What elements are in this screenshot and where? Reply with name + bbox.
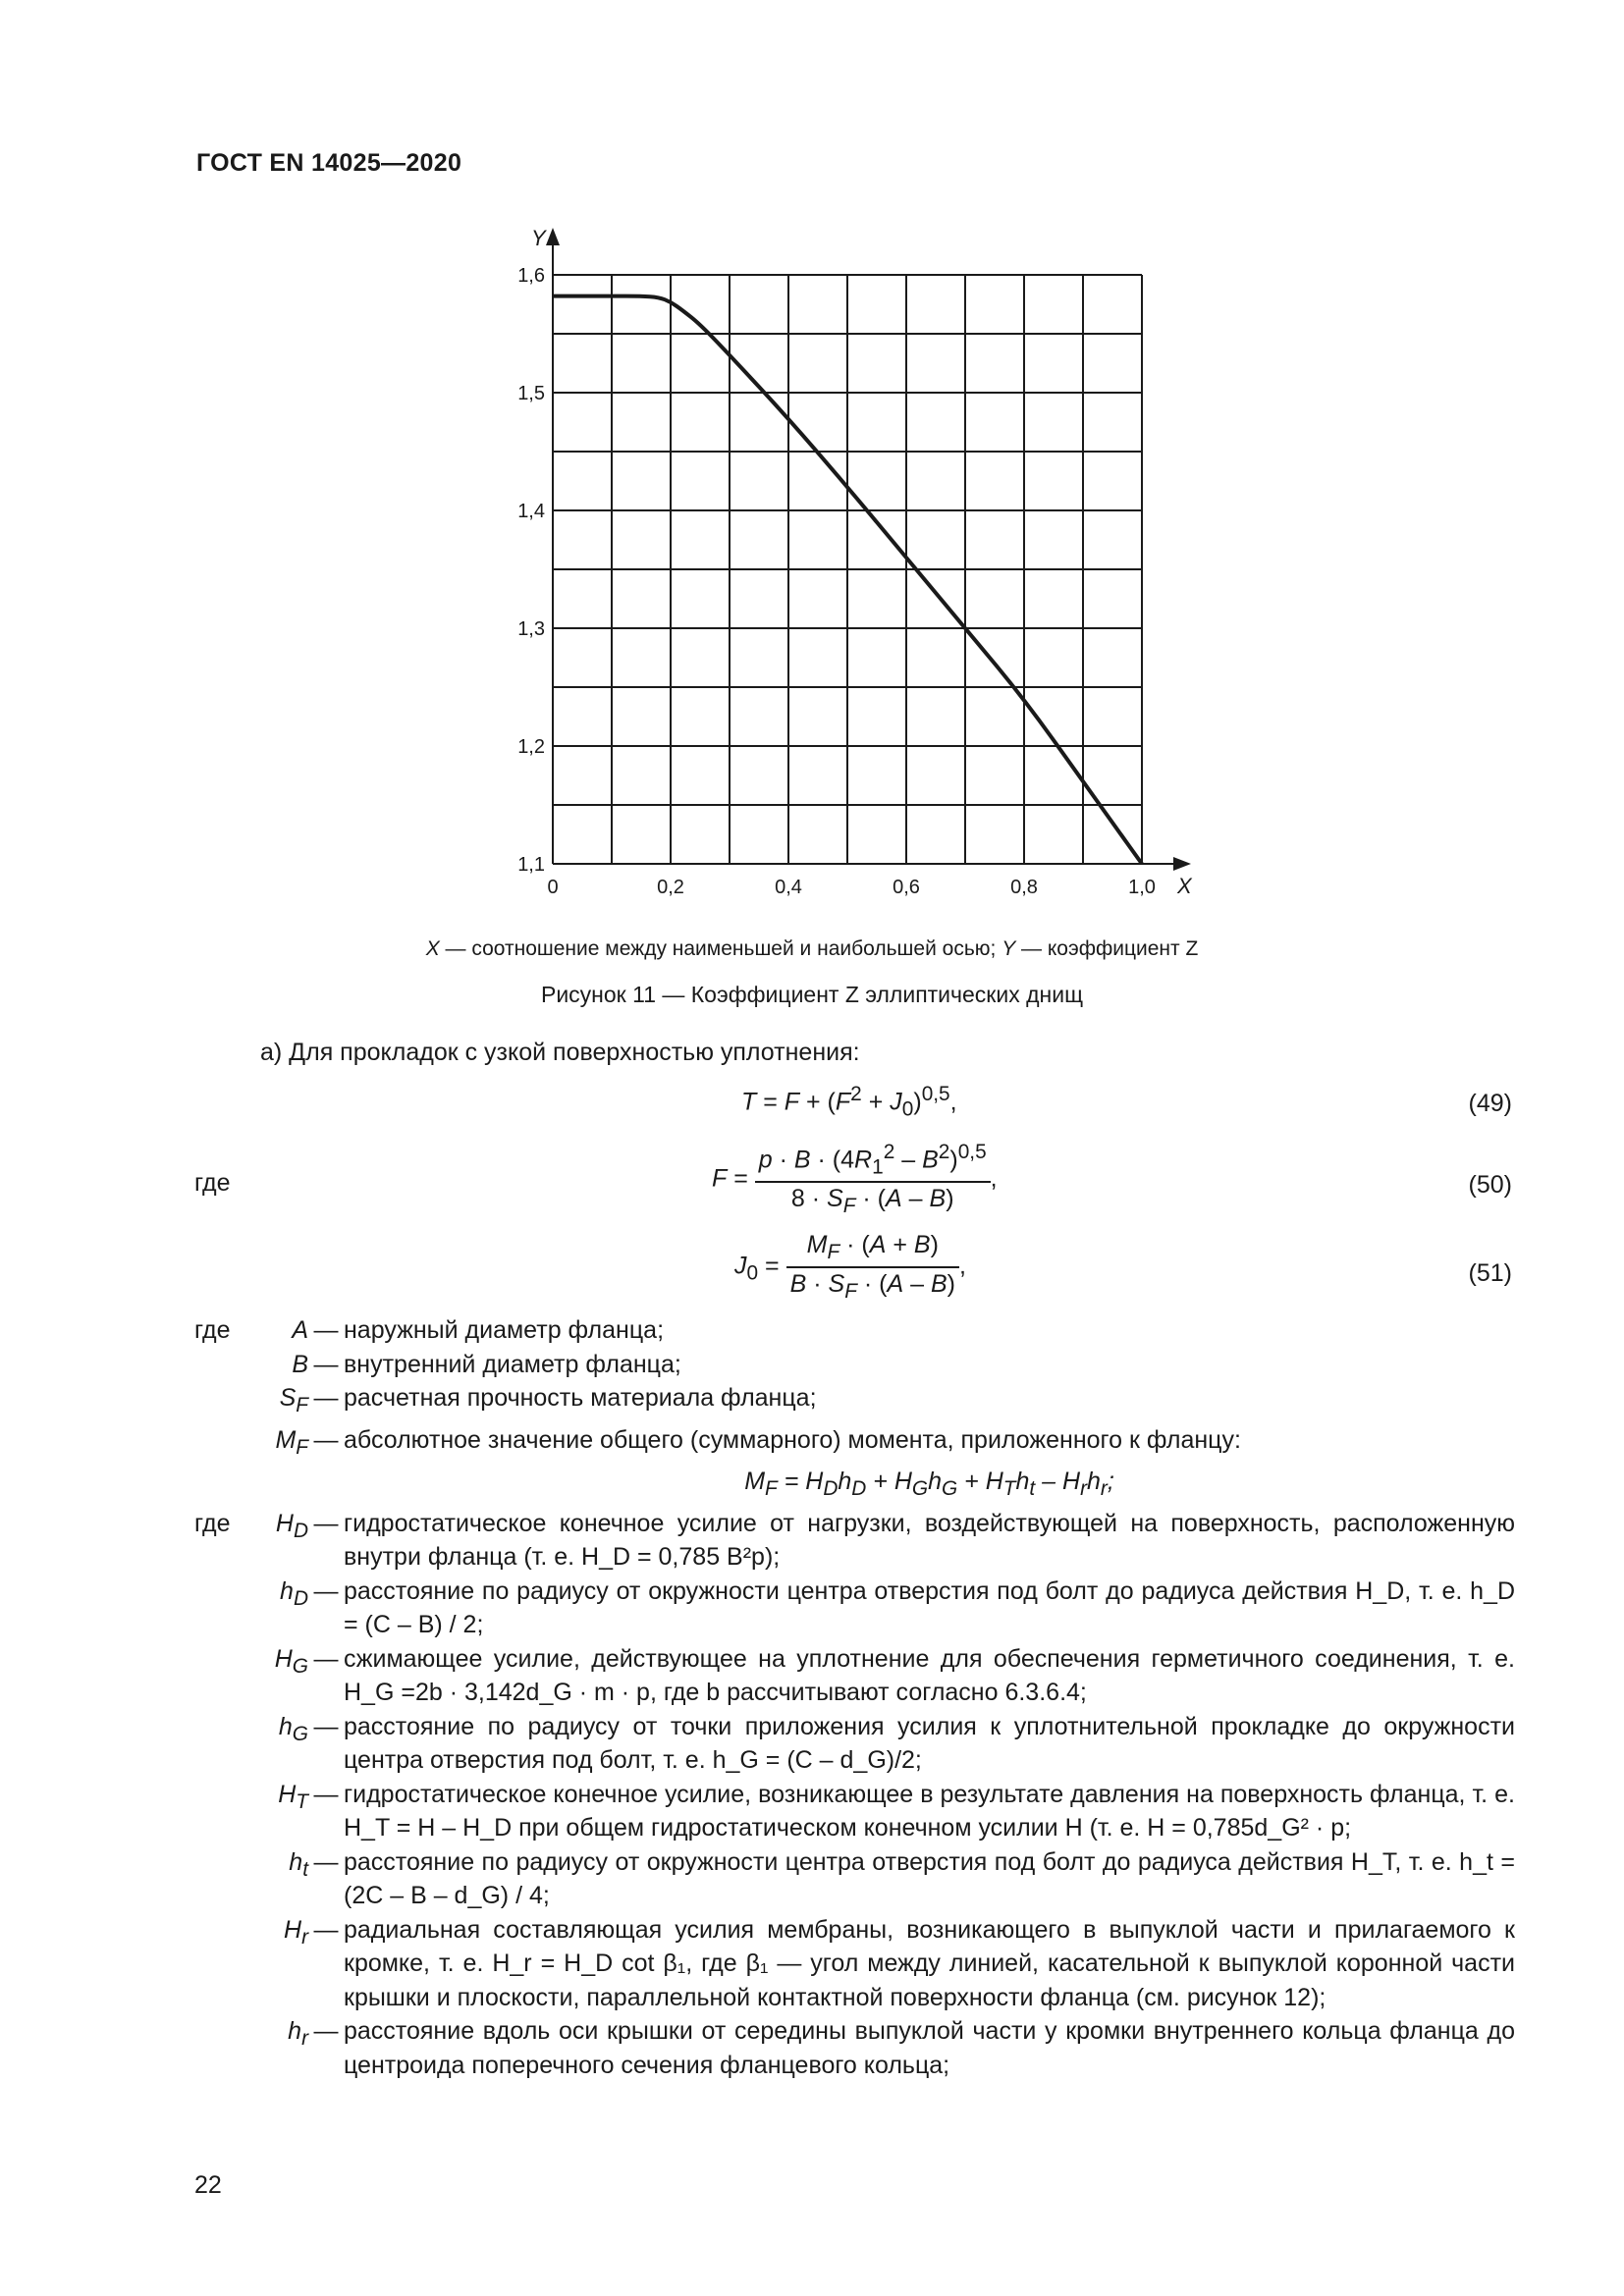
definition-row: $S_F$ — расчетная прочность материала фланца; [279, 1384, 817, 1416]
formula-51: $J_0$ = $\frac{M_F \cdot (A + B)}{B \cdot S_F \cdot (A - B)}$ , [734, 1231, 966, 1303]
y-tick-label: 1,5 [517, 383, 545, 404]
definition-row: $H_T$ — гидростатическое конечное усилие, возникающее в результате давления на поверхность фланца, т. е. H_T = H – H_D при общем гидростатическом конечном усилии H (т. е. H = 0,785d_G² · p; [278, 1780, 1515, 1842]
definition-row: где $H_D$ — гидростатическое конечное усилие от нагрузки, воздействующей на поверхность, расположенную внутри фланца (т. е. H_D = 0,785 B²p); [194, 1509, 1515, 1571]
definition-row: $M_F$ — абсолютное значение общего (суммарного) момента, приложенного к фланцу: [275, 1425, 1241, 1459]
y-tick-label: 1,4 [517, 501, 545, 522]
definition-row: $H_G$ — сжимающее усилие, действующее на уплотнение для обеспечения герметичного соединения, т. е. H_G =2b · 3,142d_G · m · p, где b рассчитывают согласно 6.3.6.4; [274, 1644, 1515, 1706]
y-tick-label: 1,2 [517, 736, 545, 758]
z-coefficient-chart [481, 216, 1227, 933]
y-tick-label: 1,6 [517, 265, 545, 287]
definition-row: где A — наружный диаметр фланца; [194, 1316, 665, 1344]
definition-row: $h_t$ — расстояние по радиусу от окружности центра отверстия под болт до радиуса действия H_T, т. е. h_t = (2C – B – d_G) / 4; [289, 1847, 1515, 1909]
page-number: 22 [194, 2171, 222, 2199]
x-tick-label: 0,4 [775, 877, 802, 898]
x-tick-label: 1,0 [1128, 877, 1156, 898]
definition-row: $h_G$ — расстояние по радиусу от точки приложения усилия к уплотнительной прокладке до окружности центра отверстия под болт, т. е. h_G = (C – d_G)/2; [278, 1712, 1515, 1774]
x-tick-label: 0,2 [657, 877, 684, 898]
equation-number-51: (51) [1468, 1259, 1512, 1287]
y-tick-label: 1,3 [517, 618, 545, 640]
x-tick-label: 0,8 [1010, 877, 1038, 898]
definition-row: $H_r$ — радиальная составляющая усилия мембраны, возникающего в выпуклой части и прилагаемого к кромке, т. е. H_r = H_D cot β₁, где β₁ — угол между линией, касательной к выпуклой коронной части крышки и плоскости, параллельной контактной поверхности фланца (см. рисунок 12); [284, 1915, 1515, 2011]
formula-50: F = $\frac{p \cdot B \cdot (4R_1^2 - B^2)^{0,5}}{8 \cdot S_F \cdot (A - B)}$ , [712, 1141, 998, 1218]
paragraph-a: а) Для прокладок с узкой поверхностью уплотнения: [260, 1039, 860, 1066]
axes-caption: X — соотношение между наименьшей и наибольшей осью; Y — коэффициент Z [425, 937, 1199, 960]
equation-number-50: (50) [1468, 1171, 1512, 1199]
where-label: где [194, 1169, 231, 1197]
y-axis-title: Y [531, 226, 546, 250]
y-axis-arrow [546, 228, 560, 245]
moment-formula: $M_F = H_Dh_D + H_Gh_G + H_Th_t - H_rh_r$; [744, 1468, 1114, 1500]
x-tick-label: 0,6 [893, 877, 920, 898]
x-axis-title: X [1177, 874, 1192, 898]
x-axis-arrow [1173, 857, 1191, 871]
definition-row: $h_r$ — расстояние вдоль оси крышки от середины выпуклой части у кромки внутреннего кольца фланца до центроида поперечного сечения фланцевого кольца; [288, 2017, 1515, 2079]
equation-number-49: (49) [1468, 1090, 1512, 1117]
document-header: ГОСТ EN 14025—2020 [196, 149, 462, 177]
definitions-list [194, 1313, 1515, 2082]
formula-49: $T = F + (F^2 + J_0)^{0,5}$, [741, 1083, 957, 1121]
x-tick-label: 0 [547, 877, 559, 898]
figure-caption: Рисунок 11 — Коэффициент Z эллиптических днищ [540, 982, 1083, 1007]
definition-row: B — внутренний диаметр фланца; [292, 1350, 681, 1378]
y-tick-label: 1,1 [517, 854, 545, 876]
definition-row: $h_D$ — расстояние по радиусу от окружности центра отверстия под болт до радиуса действия H_D, т. е. h_D = (C – B) / 2; [280, 1576, 1515, 1638]
